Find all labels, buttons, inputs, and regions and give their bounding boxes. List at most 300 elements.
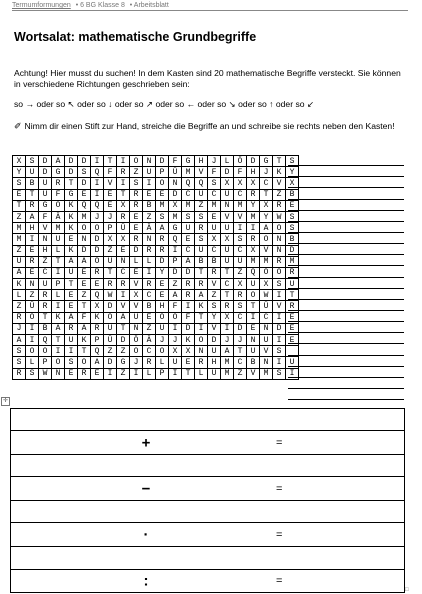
answer-line[interactable]: [288, 389, 404, 400]
grid-cell: R: [143, 245, 156, 256]
operation-cell[interactable]: [11, 523, 405, 547]
grid-cell: M: [156, 200, 169, 211]
grid-cell: O: [273, 223, 286, 234]
grid-cell: V: [130, 301, 143, 312]
grid-cell: C: [221, 279, 234, 290]
grid-cell: Y: [156, 267, 169, 278]
operation-row: [11, 523, 405, 547]
grid-row: [13, 279, 299, 290]
grid-cell: G: [39, 200, 52, 211]
operation-cell[interactable]: [11, 431, 405, 455]
answer-line[interactable]: [288, 289, 404, 300]
grid-cell: Ä: [143, 223, 156, 234]
operation-cell[interactable]: [11, 501, 405, 523]
grid-cell: A: [221, 346, 234, 357]
grid-cell: Ü: [221, 256, 234, 267]
grid-cell: E: [65, 301, 78, 312]
grid-cell: M: [247, 256, 260, 267]
instruction-text: [14, 121, 406, 132]
grid-cell: O: [247, 290, 260, 301]
grid-cell: S: [26, 156, 39, 167]
grid-cell: L: [195, 368, 208, 379]
grid-cell: E: [143, 189, 156, 200]
grid-cell: Ü: [117, 223, 130, 234]
grid-cell: I: [52, 301, 65, 312]
answer-line[interactable]: [288, 311, 404, 322]
answer-line[interactable]: [288, 255, 404, 266]
grid-cell: T: [39, 312, 52, 323]
operation-cell[interactable]: [11, 547, 405, 569]
grid-cell: R: [234, 290, 247, 301]
equals-sign: =: [276, 482, 283, 495]
operator-symbol: ·: [143, 526, 149, 544]
grid-cell: S: [130, 178, 143, 189]
operator-symbol: :: [143, 572, 149, 590]
grid-cell: I: [117, 290, 130, 301]
grid-cell: K: [273, 167, 286, 178]
answer-line[interactable]: [288, 244, 404, 255]
grid-cell: O: [260, 234, 273, 245]
grid-row: [13, 346, 299, 357]
grid-cell: Z: [273, 189, 286, 200]
grid-cell: T: [117, 323, 130, 334]
blank-row: [11, 501, 405, 523]
grid-cell: I: [117, 178, 130, 189]
grid-cell: E: [286, 323, 299, 334]
grid-cell: J: [91, 211, 104, 222]
answer-line[interactable]: [288, 344, 404, 355]
grid-cell: G: [260, 156, 273, 167]
grid-cell: S: [234, 234, 247, 245]
grid-cell: L: [156, 357, 169, 368]
grid-cell: M: [78, 211, 91, 222]
grid-cell: R: [195, 357, 208, 368]
grid-cell: S: [273, 346, 286, 357]
grid-row: [13, 200, 299, 211]
grid-cell: J: [156, 335, 169, 346]
answer-line[interactable]: [288, 278, 404, 289]
grid-cell: I: [273, 290, 286, 301]
grid-cell: B: [39, 323, 52, 334]
grid-cell: T: [195, 267, 208, 278]
grid-row: [13, 245, 299, 256]
grid-cell: D: [182, 267, 195, 278]
grid-cell: B: [26, 178, 39, 189]
grid-cell: H: [195, 156, 208, 167]
grid-cell: M: [286, 256, 299, 267]
grid-cell: R: [143, 357, 156, 368]
grid-cell: S: [273, 279, 286, 290]
grid-cell: U: [39, 279, 52, 290]
instruction-label: Nimm dir einen Stift zur Hand, streiche die Begriffe an und schreibe sie rechts neben den Kasten!: [24, 121, 395, 131]
grid-cell: Z: [13, 211, 26, 222]
grid-cell: U: [104, 323, 117, 334]
grid-cell: I: [26, 335, 39, 346]
answer-line[interactable]: [288, 322, 404, 333]
grid-cell: Z: [208, 290, 221, 301]
grid-cell: R: [195, 279, 208, 290]
grid-cell: I: [65, 346, 78, 357]
grid-cell: D: [247, 156, 260, 167]
operation-cell[interactable]: [11, 409, 405, 431]
grid-cell: N: [273, 234, 286, 245]
grid-cell: E: [91, 368, 104, 379]
grid-cell: C: [234, 357, 247, 368]
directions-line: so → oder so ↖ oder so ↓ oder so ↗ oder so ← oder so ↘ oder so ↑ oder so ↙: [14, 99, 315, 109]
grid-cell: F: [39, 211, 52, 222]
answer-line[interactable]: [288, 333, 404, 344]
grid-cell: U: [286, 279, 299, 290]
grid-cell: D: [65, 156, 78, 167]
blank-row: [11, 547, 405, 569]
operation-cell[interactable]: [11, 569, 405, 593]
answer-line[interactable]: [288, 222, 404, 233]
table-resize-handle-icon[interactable]: □: [405, 587, 409, 593]
grid-cell: P: [39, 357, 52, 368]
grid-cell: S: [208, 301, 221, 312]
grid-cell: R: [52, 178, 65, 189]
grid-cell: U: [286, 357, 299, 368]
grid-cell: U: [156, 323, 169, 334]
grid-cell: E: [208, 211, 221, 222]
answer-line[interactable]: [288, 200, 404, 211]
answer-line[interactable]: [288, 177, 404, 188]
grid-row: [13, 357, 299, 368]
grid-cell: U: [221, 189, 234, 200]
grid-cell: N: [143, 156, 156, 167]
grid-cell: R: [247, 234, 260, 245]
grid-cell: H: [39, 245, 52, 256]
grid-cell: C: [234, 312, 247, 323]
operations-table: [10, 408, 405, 593]
grid-row: [13, 290, 299, 301]
grid-cell: Ä: [78, 256, 91, 267]
word-search-grid: [12, 155, 299, 380]
grid-cell: E: [26, 245, 39, 256]
grid-cell: V: [117, 301, 130, 312]
grid-cell: A: [156, 223, 169, 234]
grid-cell: S: [13, 346, 26, 357]
grid-cell: S: [286, 223, 299, 234]
grid-cell: V: [273, 301, 286, 312]
grid-cell: I: [143, 178, 156, 189]
grid-cell: X: [234, 279, 247, 290]
grid-cell: D: [208, 335, 221, 346]
grid-cell: N: [169, 178, 182, 189]
grid-cell: S: [234, 301, 247, 312]
grid-cell: P: [91, 335, 104, 346]
answer-line[interactable]: [288, 266, 404, 277]
grid-cell: M: [221, 357, 234, 368]
operator-symbol: +: [141, 434, 151, 452]
page-title: Wortsalat: mathematische Grundbegriffe: [14, 30, 257, 44]
grid-row: [13, 323, 299, 334]
answer-line[interactable]: [288, 300, 404, 311]
grid-cell: Z: [195, 200, 208, 211]
grid-cell: F: [78, 312, 91, 323]
grid-cell: T: [65, 279, 78, 290]
grid-cell: C: [260, 312, 273, 323]
answer-line[interactable]: [288, 211, 404, 222]
grid-cell: Ä: [143, 335, 156, 346]
answer-line[interactable]: [288, 367, 404, 378]
grid-cell: R: [39, 290, 52, 301]
grid-cell: V: [273, 178, 286, 189]
grid-cell: Q: [91, 167, 104, 178]
grid-cell: A: [52, 323, 65, 334]
grid-cell: U: [247, 279, 260, 290]
grid-cell: A: [65, 256, 78, 267]
grid-cell: A: [78, 323, 91, 334]
grid-cell: R: [117, 279, 130, 290]
grid-cell: D: [78, 245, 91, 256]
grid-cell: E: [117, 245, 130, 256]
grid-cell: I: [221, 323, 234, 334]
grid-cell: O: [130, 346, 143, 357]
grid-cell: D: [234, 323, 247, 334]
grid-cell: G: [65, 189, 78, 200]
grid-cell: Z: [169, 279, 182, 290]
grid-cell: A: [13, 335, 26, 346]
grid-cell: E: [78, 189, 91, 200]
grid-cell: T: [247, 301, 260, 312]
equals-sign: =: [276, 528, 283, 541]
grid-cell: F: [169, 156, 182, 167]
grid-cell: A: [26, 211, 39, 222]
grid-cell: O: [169, 312, 182, 323]
answer-line[interactable]: [288, 188, 404, 199]
grid-cell: D: [286, 245, 299, 256]
grid-cell: C: [208, 245, 221, 256]
grid-cell: P: [52, 279, 65, 290]
grid-cell: X: [169, 346, 182, 357]
grid-cell: H: [247, 167, 260, 178]
grid-cell: A: [65, 312, 78, 323]
grid-cell: Q: [91, 346, 104, 357]
grid-cell: B: [286, 234, 299, 245]
grid-cell: V: [195, 167, 208, 178]
grid-cell: V: [221, 211, 234, 222]
grid-cell: F: [104, 167, 117, 178]
grid-cell: Z: [104, 346, 117, 357]
grid-cell: I: [130, 368, 143, 379]
grid-cell: S: [195, 234, 208, 245]
grid-cell: R: [117, 167, 130, 178]
grid-cell: E: [26, 267, 39, 278]
grid-cell: R: [26, 200, 39, 211]
grid-cell: M: [234, 200, 247, 211]
grid-cell: V: [260, 245, 273, 256]
grid-cell: E: [104, 189, 117, 200]
grid-cell: B: [286, 189, 299, 200]
grid-cell: U: [65, 335, 78, 346]
grid-cell: U: [260, 335, 273, 346]
grid-cell: Z: [13, 301, 26, 312]
grid-cell: J: [234, 335, 247, 346]
grid-cell: L: [130, 256, 143, 267]
grid-row: [13, 256, 299, 267]
operation-cell[interactable]: [11, 455, 405, 477]
grid-cell: I: [169, 245, 182, 256]
grid-cell: M: [208, 200, 221, 211]
grid-cell: X: [286, 178, 299, 189]
answer-line[interactable]: [288, 155, 404, 166]
grid-cell: Y: [286, 167, 299, 178]
grid-cell: Ü: [104, 256, 117, 267]
grid-cell: Q: [169, 234, 182, 245]
grid-cell: T: [260, 189, 273, 200]
grid-cell: C: [143, 290, 156, 301]
grid-cell: I: [91, 156, 104, 167]
grid-cell: O: [52, 357, 65, 368]
grid-cell: T: [117, 189, 130, 200]
grid-cell: Y: [247, 200, 260, 211]
grid-cell: Q: [91, 200, 104, 211]
grid-cell: E: [182, 357, 195, 368]
grid-cell: T: [52, 335, 65, 346]
grid-row: [13, 368, 299, 379]
grid-cell: H: [156, 301, 169, 312]
grid-cell: Z: [39, 256, 52, 267]
grid-cell: X: [169, 200, 182, 211]
grid-row: [13, 312, 299, 323]
grid-cell: Z: [117, 346, 130, 357]
header-topic: Termumformungen: [12, 2, 71, 9]
grid-cell: C: [208, 189, 221, 200]
grid-cell: Ü: [13, 256, 26, 267]
grid-cell: T: [221, 290, 234, 301]
pencil-icon: ✐: [14, 121, 22, 131]
grid-cell: M: [13, 223, 26, 234]
grid-cell: Ö: [234, 156, 247, 167]
grid-cell: L: [52, 290, 65, 301]
grid-cell: I: [273, 357, 286, 368]
grid-cell: U: [221, 223, 234, 234]
operation-cell[interactable]: [11, 477, 405, 501]
grid-cell: X: [221, 178, 234, 189]
grid-cell: S: [78, 167, 91, 178]
answer-line[interactable]: [288, 166, 404, 177]
answer-line[interactable]: [288, 356, 404, 367]
grid-cell: Ö: [130, 335, 143, 346]
grid-cell: E: [65, 290, 78, 301]
grid-row: [13, 267, 299, 278]
grid-cell: D: [65, 167, 78, 178]
grid-cell: R: [13, 312, 26, 323]
grid-cell: D: [130, 245, 143, 256]
grid-cell: E: [65, 234, 78, 245]
grid-cell: A: [91, 357, 104, 368]
grid-cell: V: [208, 323, 221, 334]
grid-cell: Ä: [182, 256, 195, 267]
grid-cell: E: [104, 200, 117, 211]
grid-cell: L: [52, 245, 65, 256]
grid-cell: X: [260, 279, 273, 290]
grid-cell: N: [260, 323, 273, 334]
grid-cell: E: [130, 223, 143, 234]
grid-cell: U: [208, 368, 221, 379]
grid-cell: O: [91, 223, 104, 234]
grid-cell: R: [65, 323, 78, 334]
grid-cell: V: [130, 279, 143, 290]
grid-cell: X: [117, 200, 130, 211]
grid-cell: P: [104, 223, 117, 234]
grid-cell: U: [221, 245, 234, 256]
grid-cell: M: [13, 234, 26, 245]
grid-cell: M: [52, 223, 65, 234]
grid-cell: J: [169, 335, 182, 346]
equals-sign: =: [276, 574, 283, 587]
grid-cell: L: [221, 156, 234, 167]
grid-cell: R: [195, 223, 208, 234]
grid-cell: V: [208, 279, 221, 290]
grid-cell: S: [156, 211, 169, 222]
grid-cell: D: [104, 357, 117, 368]
grid-cell: R: [247, 189, 260, 200]
grid-cell: S: [208, 178, 221, 189]
grid-cell: R: [182, 279, 195, 290]
grid-cell: Z: [234, 267, 247, 278]
grid-cell: E: [143, 312, 156, 323]
grid-cell: H: [26, 223, 39, 234]
grid-cell: U: [182, 223, 195, 234]
operation-row: [11, 431, 405, 455]
grid-cell: A: [13, 267, 26, 278]
grid-cell: E: [65, 368, 78, 379]
grid-cell: V: [247, 368, 260, 379]
answer-line[interactable]: [288, 378, 404, 389]
grid-cell: N: [221, 200, 234, 211]
answer-line[interactable]: [288, 233, 404, 244]
grid-cell: T: [286, 290, 299, 301]
grid-cell: Y: [260, 211, 273, 222]
grid-cell: F: [52, 189, 65, 200]
grid-cell: M: [247, 211, 260, 222]
grid-cell: X: [221, 312, 234, 323]
grid-cell: D: [91, 245, 104, 256]
grid-cell: C: [234, 245, 247, 256]
grid-cell: T: [234, 346, 247, 357]
header-class: • 6 BG Klasse 8: [75, 2, 125, 9]
grid-cell: T: [78, 301, 91, 312]
grid-cell: M: [260, 256, 273, 267]
grid-cell: D: [169, 189, 182, 200]
grid-cell: K: [65, 211, 78, 222]
grid-cell: I: [26, 323, 39, 334]
grid-cell: R: [130, 234, 143, 245]
grid-cell: I: [52, 346, 65, 357]
grid-cell: K: [65, 223, 78, 234]
grid-cell: D: [156, 256, 169, 267]
grid-cell: W: [260, 290, 273, 301]
grid-cell: D: [78, 156, 91, 167]
grid-cell: O: [260, 267, 273, 278]
grid-cell: D: [39, 167, 52, 178]
grid-cell: G: [182, 156, 195, 167]
grid-cell: Ö: [104, 312, 117, 323]
grid-cell: X: [208, 234, 221, 245]
grid-cell: D: [104, 301, 117, 312]
grid-cell: T: [78, 346, 91, 357]
grid-cell: K: [182, 335, 195, 346]
table-move-handle-icon[interactable]: ✛: [2, 398, 9, 404]
grid-cell: I: [195, 323, 208, 334]
grid-cell: R: [13, 368, 26, 379]
grid-cell: Ö: [52, 200, 65, 211]
grid-cell: T: [26, 189, 39, 200]
grid-cell: C: [234, 189, 247, 200]
grid-cell: I: [247, 312, 260, 323]
